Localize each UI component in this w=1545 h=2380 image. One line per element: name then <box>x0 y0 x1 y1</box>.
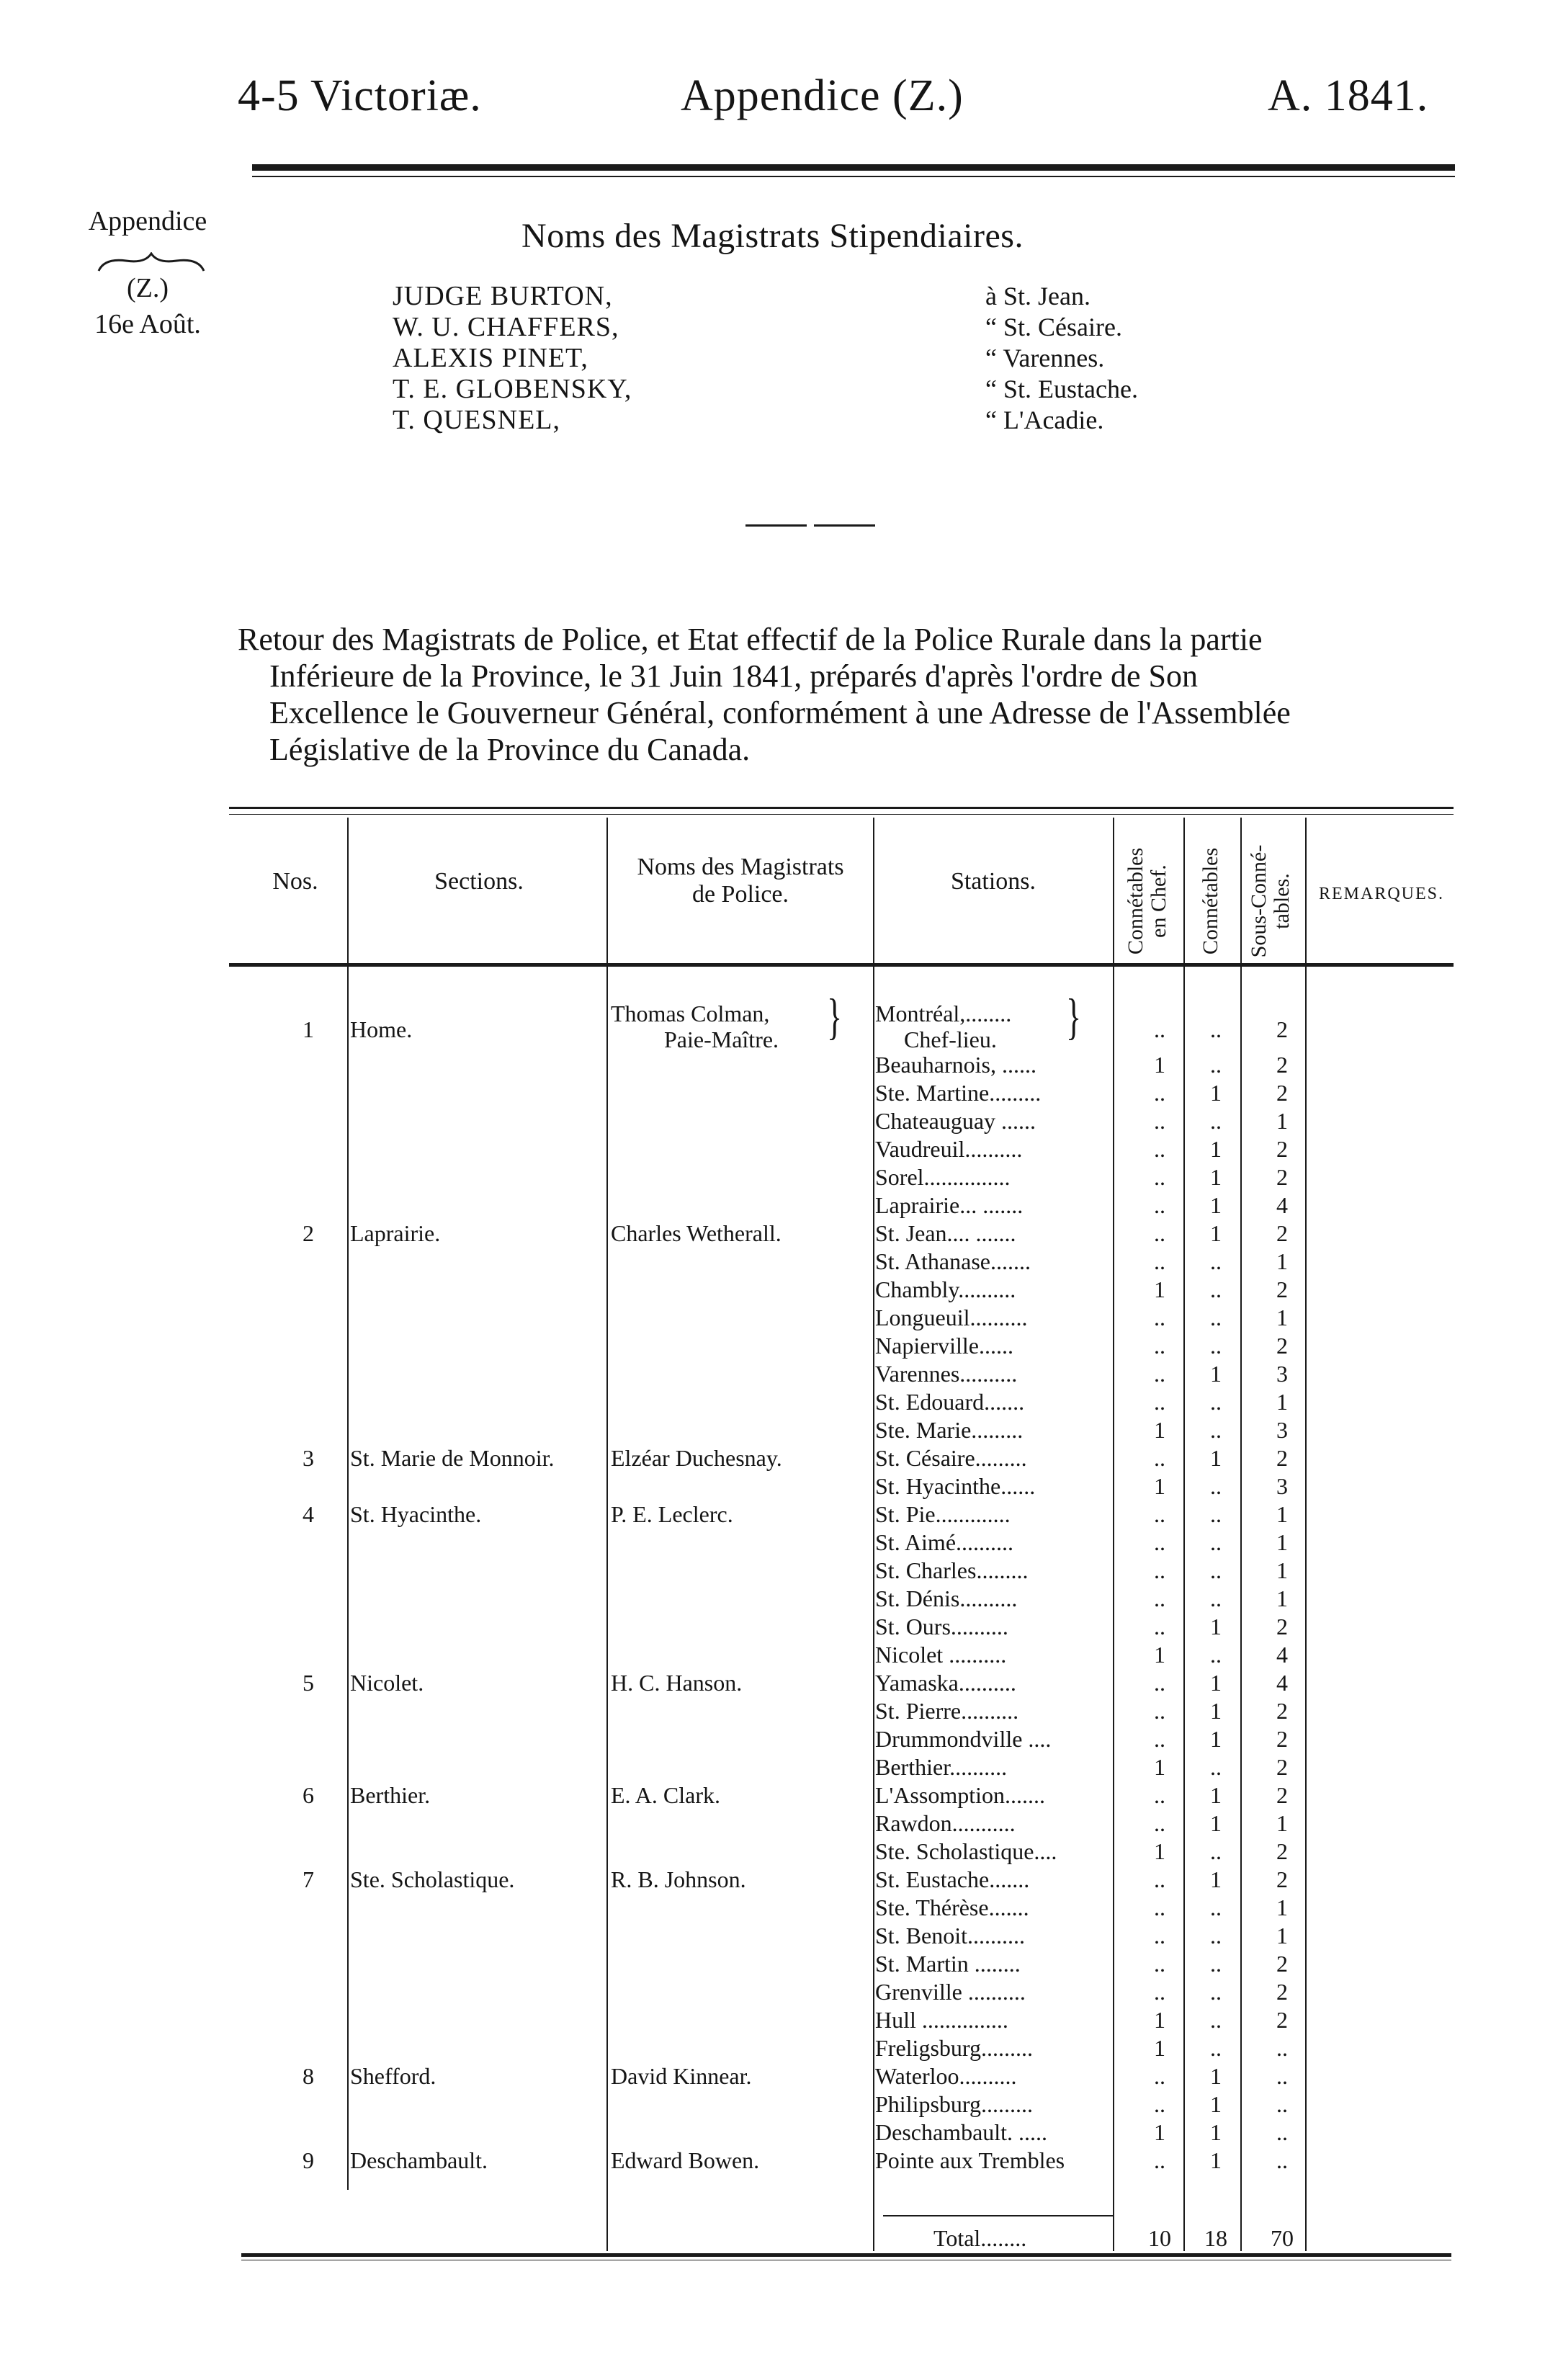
chief-constables-value: .. <box>1154 1305 1165 1330</box>
magistrate-name: ALEXIS PINET, <box>393 343 588 373</box>
chief-constables-value: .. <box>1154 2063 1165 2089</box>
constables-value: .. <box>1210 1529 1222 1555</box>
table-top-rule <box>229 807 1454 809</box>
sub-constables-value: 4 <box>1276 1670 1288 1696</box>
section-name: Deschambault. <box>350 2147 488 2173</box>
station-name: L'Assomption....... <box>875 1782 1045 1808</box>
magistrate-name: JUDGE BURTON, <box>393 281 613 311</box>
constables-value: .. <box>1210 1052 1222 1078</box>
sub-constables-value: 1 <box>1276 1810 1288 1836</box>
chief-constables-value: 1 <box>1154 2119 1165 2145</box>
header-rule-thick <box>252 164 1455 171</box>
sub-constables-value: 3 <box>1276 1417 1288 1443</box>
col-header-chief-line1: Connétables <box>1124 847 1147 955</box>
chief-constables-value: 1 <box>1154 1276 1165 1302</box>
chief-constables-value: .. <box>1154 1445 1165 1471</box>
chief-constables-value: .. <box>1154 1585 1165 1611</box>
col-header-chief-constables <box>1124 836 1175 966</box>
section-number: 2 <box>303 1220 314 1246</box>
station-name: Vaudreuil.......... <box>875 1136 1023 1162</box>
section-name: Home. <box>350 1016 413 1042</box>
station-name: St. Pie............. <box>875 1501 1011 1527</box>
sub-constables-value: 1 <box>1276 1501 1288 1527</box>
chief-constables-value: .. <box>1154 1164 1165 1190</box>
sub-constables-value: 4 <box>1276 1642 1288 1668</box>
chief-constables-value: .. <box>1154 1529 1165 1555</box>
col-header-sub-line2: tables. <box>1270 873 1294 929</box>
chief-constables-value: .. <box>1154 1557 1165 1583</box>
section-magistrate-title: Paie-Maître. <box>664 1026 779 1052</box>
station-name: Grenville .......... <box>875 1979 1026 2005</box>
margin-note-appendice: Appendice <box>88 206 207 236</box>
station-name: St. Martin ........ <box>875 1951 1021 1977</box>
sub-constables-value: 2 <box>1276 1979 1288 2005</box>
station-name: Ste. Thérèse....... <box>875 1894 1029 1920</box>
total-constables: 18 <box>1204 2225 1227 2251</box>
constables-value: 1 <box>1210 1080 1222 1106</box>
paragraph-line: Excellence le Gouverneur Général, conformément à une Adresse de l'Assemblée <box>269 695 1291 730</box>
sub-constables-value: 2 <box>1276 1866 1288 1892</box>
section-name: Shefford. <box>350 2063 436 2089</box>
station-name: Deschambault. ..... <box>875 2119 1048 2145</box>
section-magistrate: Elzéar Duchesnay. <box>611 1445 782 1471</box>
chief-constables-value: .. <box>1154 1333 1165 1359</box>
station-name: St. Edouard....... <box>875 1389 1025 1415</box>
station-name: St. Athanase....... <box>875 1248 1031 1274</box>
chief-constables-value: .. <box>1154 2147 1165 2173</box>
constables-value: 1 <box>1210 1810 1222 1836</box>
section-name: St. Marie de Monnoir. <box>350 1445 555 1471</box>
col-header-magistrates <box>609 854 872 908</box>
chief-constables-value: 1 <box>1154 1417 1165 1443</box>
sub-constables-value: 1 <box>1276 1305 1288 1330</box>
station-name: Chef-lieu. <box>904 1026 997 1052</box>
constables-value: 1 <box>1210 1164 1222 1190</box>
chief-constables-value: .. <box>1154 1951 1165 1977</box>
constables-value: .. <box>1210 1838 1222 1864</box>
constables-value: 1 <box>1210 1782 1222 1808</box>
section-magistrate: P. E. Leclerc. <box>611 1501 733 1527</box>
magistrate-place: à St. Jean. <box>985 282 1091 310</box>
section-number: 3 <box>303 1445 314 1471</box>
constables-value: .. <box>1210 2007 1222 2033</box>
chief-constables-value: .. <box>1154 1108 1165 1134</box>
chief-constables-value: .. <box>1154 1894 1165 1920</box>
chief-constables-value: .. <box>1154 1136 1165 1162</box>
station-name: Hull ............... <box>875 2007 1008 2033</box>
magistrate-place: “ St. Césaire. <box>985 313 1122 341</box>
sub-constables-value: 2 <box>1276 1754 1288 1780</box>
constables-value: 1 <box>1210 1698 1222 1724</box>
col-header-sub-constables <box>1248 836 1298 966</box>
chief-constables-value: .. <box>1154 1016 1165 1042</box>
chief-constables-value: .. <box>1154 1923 1165 1949</box>
section-magistrate: H. C. Hanson. <box>611 1670 743 1696</box>
sub-constables-value: 2 <box>1276 1052 1288 1078</box>
sub-constables-value: 2 <box>1276 1726 1288 1752</box>
chief-constables-value: .. <box>1154 1782 1165 1808</box>
chief-constables-value: .. <box>1154 1220 1165 1246</box>
station-name: Rawdon........... <box>875 1810 1016 1836</box>
chief-constables-value: 1 <box>1154 2007 1165 2033</box>
station-name: Montréal,........ <box>875 1001 1012 1026</box>
total-sub-constables: 70 <box>1271 2225 1294 2251</box>
chief-constables-value: .. <box>1154 1389 1165 1415</box>
magistrate-name: T. E. GLOBENSKY, <box>393 374 632 404</box>
chief-constables-value: 1 <box>1154 1838 1165 1864</box>
chief-constables-value: 1 <box>1154 1052 1165 1078</box>
station-name: St. Jean.... ....... <box>875 1220 1016 1246</box>
paragraph-line: Retour des Magistrats de Police, et Etat effectif de la Police Rurale dans la partie <box>238 622 1263 657</box>
section-number: 4 <box>303 1501 314 1527</box>
constables-value: .. <box>1210 1333 1222 1359</box>
station-name: Nicolet .......... <box>875 1642 1007 1668</box>
constables-value: 1 <box>1210 1726 1222 1752</box>
header-center: Appendice (Z.) <box>681 71 964 120</box>
section-number: 7 <box>303 1866 314 1892</box>
constables-value: .. <box>1210 1951 1222 1977</box>
chief-constables-value: .. <box>1154 1866 1165 1892</box>
column-rule <box>1113 818 1114 2251</box>
constables-value: .. <box>1210 1979 1222 2005</box>
table-top-rule-thin <box>229 814 1454 815</box>
station-name: St. Charles......... <box>875 1557 1029 1583</box>
station-name: St. Césaire......... <box>875 1445 1027 1471</box>
constables-value: .. <box>1210 1248 1222 1274</box>
chief-constables-value: .. <box>1154 1614 1165 1639</box>
constables-value: .. <box>1210 1585 1222 1611</box>
magistrate-place: “ St. Eustache. <box>985 375 1138 403</box>
section-number: 5 <box>303 1670 314 1696</box>
station-name: Laprairie... ....... <box>875 1192 1024 1218</box>
column-rule <box>606 818 608 2251</box>
sub-constables-value: 2 <box>1276 1164 1288 1190</box>
station-name: St. Ours.......... <box>875 1614 1008 1639</box>
magistrates-title: Noms des Magistrats Stipendiaires. <box>521 217 1024 255</box>
chief-constables-value: .. <box>1154 1080 1165 1106</box>
constables-value: .. <box>1210 1642 1222 1668</box>
constables-value: .. <box>1210 1501 1222 1527</box>
station-name: Chambly.......... <box>875 1276 1016 1302</box>
constables-value: .. <box>1210 1108 1222 1134</box>
total-rule <box>883 2215 1113 2216</box>
header-left: 4-5 Victoriæ. <box>238 71 482 120</box>
constables-value: .. <box>1210 1557 1222 1583</box>
station-name: Pointe aux Trembles <box>875 2147 1065 2173</box>
section-name: Laprairie. <box>350 1220 441 1246</box>
total-chief-constables: 10 <box>1148 2225 1171 2251</box>
table-bottom-rule <box>241 2253 1451 2257</box>
constables-value: .. <box>1210 1016 1222 1042</box>
sub-constables-value: 2 <box>1276 1614 1288 1639</box>
sub-constables-value: 2 <box>1276 1333 1288 1359</box>
chief-constables-value: .. <box>1154 1698 1165 1724</box>
sub-constables-value: 2 <box>1276 1951 1288 1977</box>
station-name: Chateauguay ...... <box>875 1108 1036 1134</box>
col-header-magistrates-line1: Noms des Magistrats <box>637 854 844 880</box>
constables-value: 1 <box>1210 1192 1222 1218</box>
station-name: St. Benoit.......... <box>875 1923 1026 1949</box>
station-name: Sorel............... <box>875 1164 1011 1190</box>
chief-constables-value: 1 <box>1154 2035 1165 2061</box>
magistrates-places <box>985 281 1138 436</box>
constables-value: 1 <box>1210 2119 1222 2145</box>
sub-constables-value: 2 <box>1276 1016 1288 1042</box>
station-name: Berthier.......... <box>875 1754 1008 1780</box>
sub-constables-value: 2 <box>1276 1220 1288 1246</box>
constables-value: 1 <box>1210 2091 1222 2117</box>
constables-value: 1 <box>1210 1866 1222 1892</box>
col-header-remarks: REMARQUES. <box>1318 885 1445 903</box>
magistrates-names <box>393 281 632 436</box>
magistrate-name: W. U. CHAFFERS, <box>393 312 619 342</box>
chief-constables-value: 1 <box>1154 1642 1165 1668</box>
sub-constables-value: 2 <box>1276 1080 1288 1106</box>
station-name: Waterloo.......... <box>875 2063 1017 2089</box>
constables-value: .. <box>1210 2035 1222 2061</box>
chief-constables-value: .. <box>1154 1361 1165 1387</box>
sub-constables-value: 1 <box>1276 1248 1288 1274</box>
sub-constables-value: 2 <box>1276 1698 1288 1724</box>
separator-dash <box>814 524 875 527</box>
section-magistrate: Edward Bowen. <box>611 2147 760 2173</box>
station-name: Ste. Martine......... <box>875 1080 1042 1106</box>
sub-constables-value: .. <box>1276 2091 1288 2117</box>
constables-value: 1 <box>1210 2147 1222 2173</box>
col-header-nos: Nos. <box>272 868 318 895</box>
station-name: Longueuil.......... <box>875 1305 1028 1330</box>
section-name: Berthier. <box>350 1782 431 1808</box>
station-name: Drummondville .... <box>875 1726 1052 1752</box>
col-header-constables: Connétables <box>1199 847 1222 955</box>
paragraph-line: Inférieure de la Province, le 31 Juin 1841, préparés d'après l'ordre de Son <box>269 658 1198 694</box>
station-name: Beauharnois, ...... <box>875 1052 1036 1078</box>
sub-constables-value: 4 <box>1276 1192 1288 1218</box>
chief-constables-value: .. <box>1154 1670 1165 1696</box>
section-number: 1 <box>303 1016 314 1042</box>
sub-constables-value: 2 <box>1276 1276 1288 1302</box>
station-name: Freligsburg......... <box>875 2035 1033 2061</box>
section-name: Ste. Scholastique. <box>350 1866 515 1892</box>
sub-constables-value: 2 <box>1276 1136 1288 1162</box>
col-header-stations: Stations. <box>950 868 1036 895</box>
constables-value: 1 <box>1210 1361 1222 1387</box>
column-rule <box>1305 818 1307 2251</box>
column-rule <box>1240 818 1242 2251</box>
station-name: St. Dénis.......... <box>875 1585 1018 1611</box>
col-header-sub-line1: Sous-Conné- <box>1247 844 1271 958</box>
constables-value: .. <box>1210 1923 1222 1949</box>
col-header-chief-line2: en Chef. <box>1147 864 1170 938</box>
col-header-magistrates-line2: de Police. <box>691 881 789 908</box>
constables-value: 1 <box>1210 1136 1222 1162</box>
header-right: A. 1841. <box>1268 71 1429 120</box>
magistrate-name: T. QUESNEL, <box>393 405 560 435</box>
sub-constables-value: .. <box>1276 2035 1288 2061</box>
constables-value: .. <box>1210 1894 1222 1920</box>
station-name: Yamaska.......... <box>875 1670 1016 1696</box>
constables-value: 1 <box>1210 1670 1222 1696</box>
station-name: Ste. Marie......... <box>875 1417 1024 1443</box>
station-name: St. Hyacinthe...... <box>875 1473 1036 1499</box>
chief-constables-value: .. <box>1154 1979 1165 2005</box>
sub-constables-value: 1 <box>1276 1557 1288 1583</box>
station-name: St. Eustache....... <box>875 1866 1030 1892</box>
station-name: Ste. Scholastique.... <box>875 1838 1057 1864</box>
section-name: Nicolet. <box>350 1670 424 1696</box>
sub-constables-value: .. <box>1276 2119 1288 2145</box>
sub-constables-value: 1 <box>1276 1529 1288 1555</box>
constables-value: .. <box>1210 1389 1222 1415</box>
chief-constables-value: .. <box>1154 1501 1165 1527</box>
column-rule <box>347 818 349 2190</box>
magistrate-place: “ L'Acadie. <box>985 406 1104 434</box>
sub-constables-value: 1 <box>1276 1585 1288 1611</box>
chief-constables-value: .. <box>1154 1726 1165 1752</box>
station-name: Varennes.......... <box>875 1361 1018 1387</box>
section-number: 8 <box>303 2063 314 2089</box>
chief-constables-value: 1 <box>1154 1473 1165 1499</box>
section-magistrate: E. A. Clark. <box>611 1782 720 1808</box>
margin-note-date: 16e Août. <box>94 309 201 339</box>
section-magistrate: Charles Wetherall. <box>611 1220 782 1246</box>
col-header-sections: Sections. <box>434 868 524 895</box>
constables-value: 1 <box>1210 1220 1222 1246</box>
station-name: St. Aimé.......... <box>875 1529 1014 1555</box>
station-name: Philipsburg......... <box>875 2091 1033 2117</box>
chief-constables-value: .. <box>1154 2091 1165 2117</box>
chief-constables-value: .. <box>1154 1810 1165 1836</box>
constables-value: 1 <box>1210 2063 1222 2089</box>
column-rule <box>873 818 874 2251</box>
return-paragraph <box>238 621 1455 768</box>
sub-constables-value: 2 <box>1276 2007 1288 2033</box>
sub-constables-value: .. <box>1276 2147 1288 2173</box>
paragraph-line: Législative de la Province du Canada. <box>269 732 751 767</box>
sub-constables-value: 2 <box>1276 1782 1288 1808</box>
sub-constables-value: 1 <box>1276 1389 1288 1415</box>
constables-value: 1 <box>1210 1445 1222 1471</box>
section-magistrate: David Kinnear. <box>611 2063 752 2089</box>
sub-constables-value: .. <box>1276 2063 1288 2089</box>
sub-constables-value: 1 <box>1276 1894 1288 1920</box>
chief-constables-value: 1 <box>1154 1754 1165 1780</box>
constables-value: .. <box>1210 1754 1222 1780</box>
constables-value: .. <box>1210 1305 1222 1330</box>
magistrate-place: “ Varennes. <box>985 344 1105 372</box>
constables-value: 1 <box>1210 1614 1222 1639</box>
sub-constables-value: 3 <box>1276 1361 1288 1387</box>
sub-constables-value: 2 <box>1276 1838 1288 1864</box>
constables-value: .. <box>1210 1473 1222 1499</box>
section-number: 6 <box>303 1782 314 1808</box>
chief-constables-value: .. <box>1154 1248 1165 1274</box>
sub-constables-value: 3 <box>1276 1473 1288 1499</box>
chief-constables-value: .. <box>1154 1192 1165 1218</box>
margin-note-z: (Z.) <box>126 273 169 303</box>
brace-icon: } <box>1066 988 1082 1045</box>
brace-icon: } <box>827 988 843 1045</box>
sub-constables-value: 1 <box>1276 1108 1288 1134</box>
header-rule-thin <box>252 176 1455 177</box>
section-number: 9 <box>303 2147 314 2173</box>
section-magistrate: R. B. Johnson. <box>611 1866 746 1892</box>
section-magistrate: Thomas Colman, <box>611 1001 770 1026</box>
station-name: St. Pierre.......... <box>875 1698 1019 1724</box>
section-name: St. Hyacinthe. <box>350 1501 482 1527</box>
station-name: Napierville...... <box>875 1333 1013 1359</box>
constables-value: .. <box>1210 1417 1222 1443</box>
sub-constables-value: 1 <box>1276 1923 1288 1949</box>
sub-constables-value: 2 <box>1276 1445 1288 1471</box>
separator-dash <box>745 524 807 527</box>
constables-value: .. <box>1210 1276 1222 1302</box>
total-label: Total........ <box>933 2225 1027 2251</box>
column-rule <box>1183 818 1185 2251</box>
